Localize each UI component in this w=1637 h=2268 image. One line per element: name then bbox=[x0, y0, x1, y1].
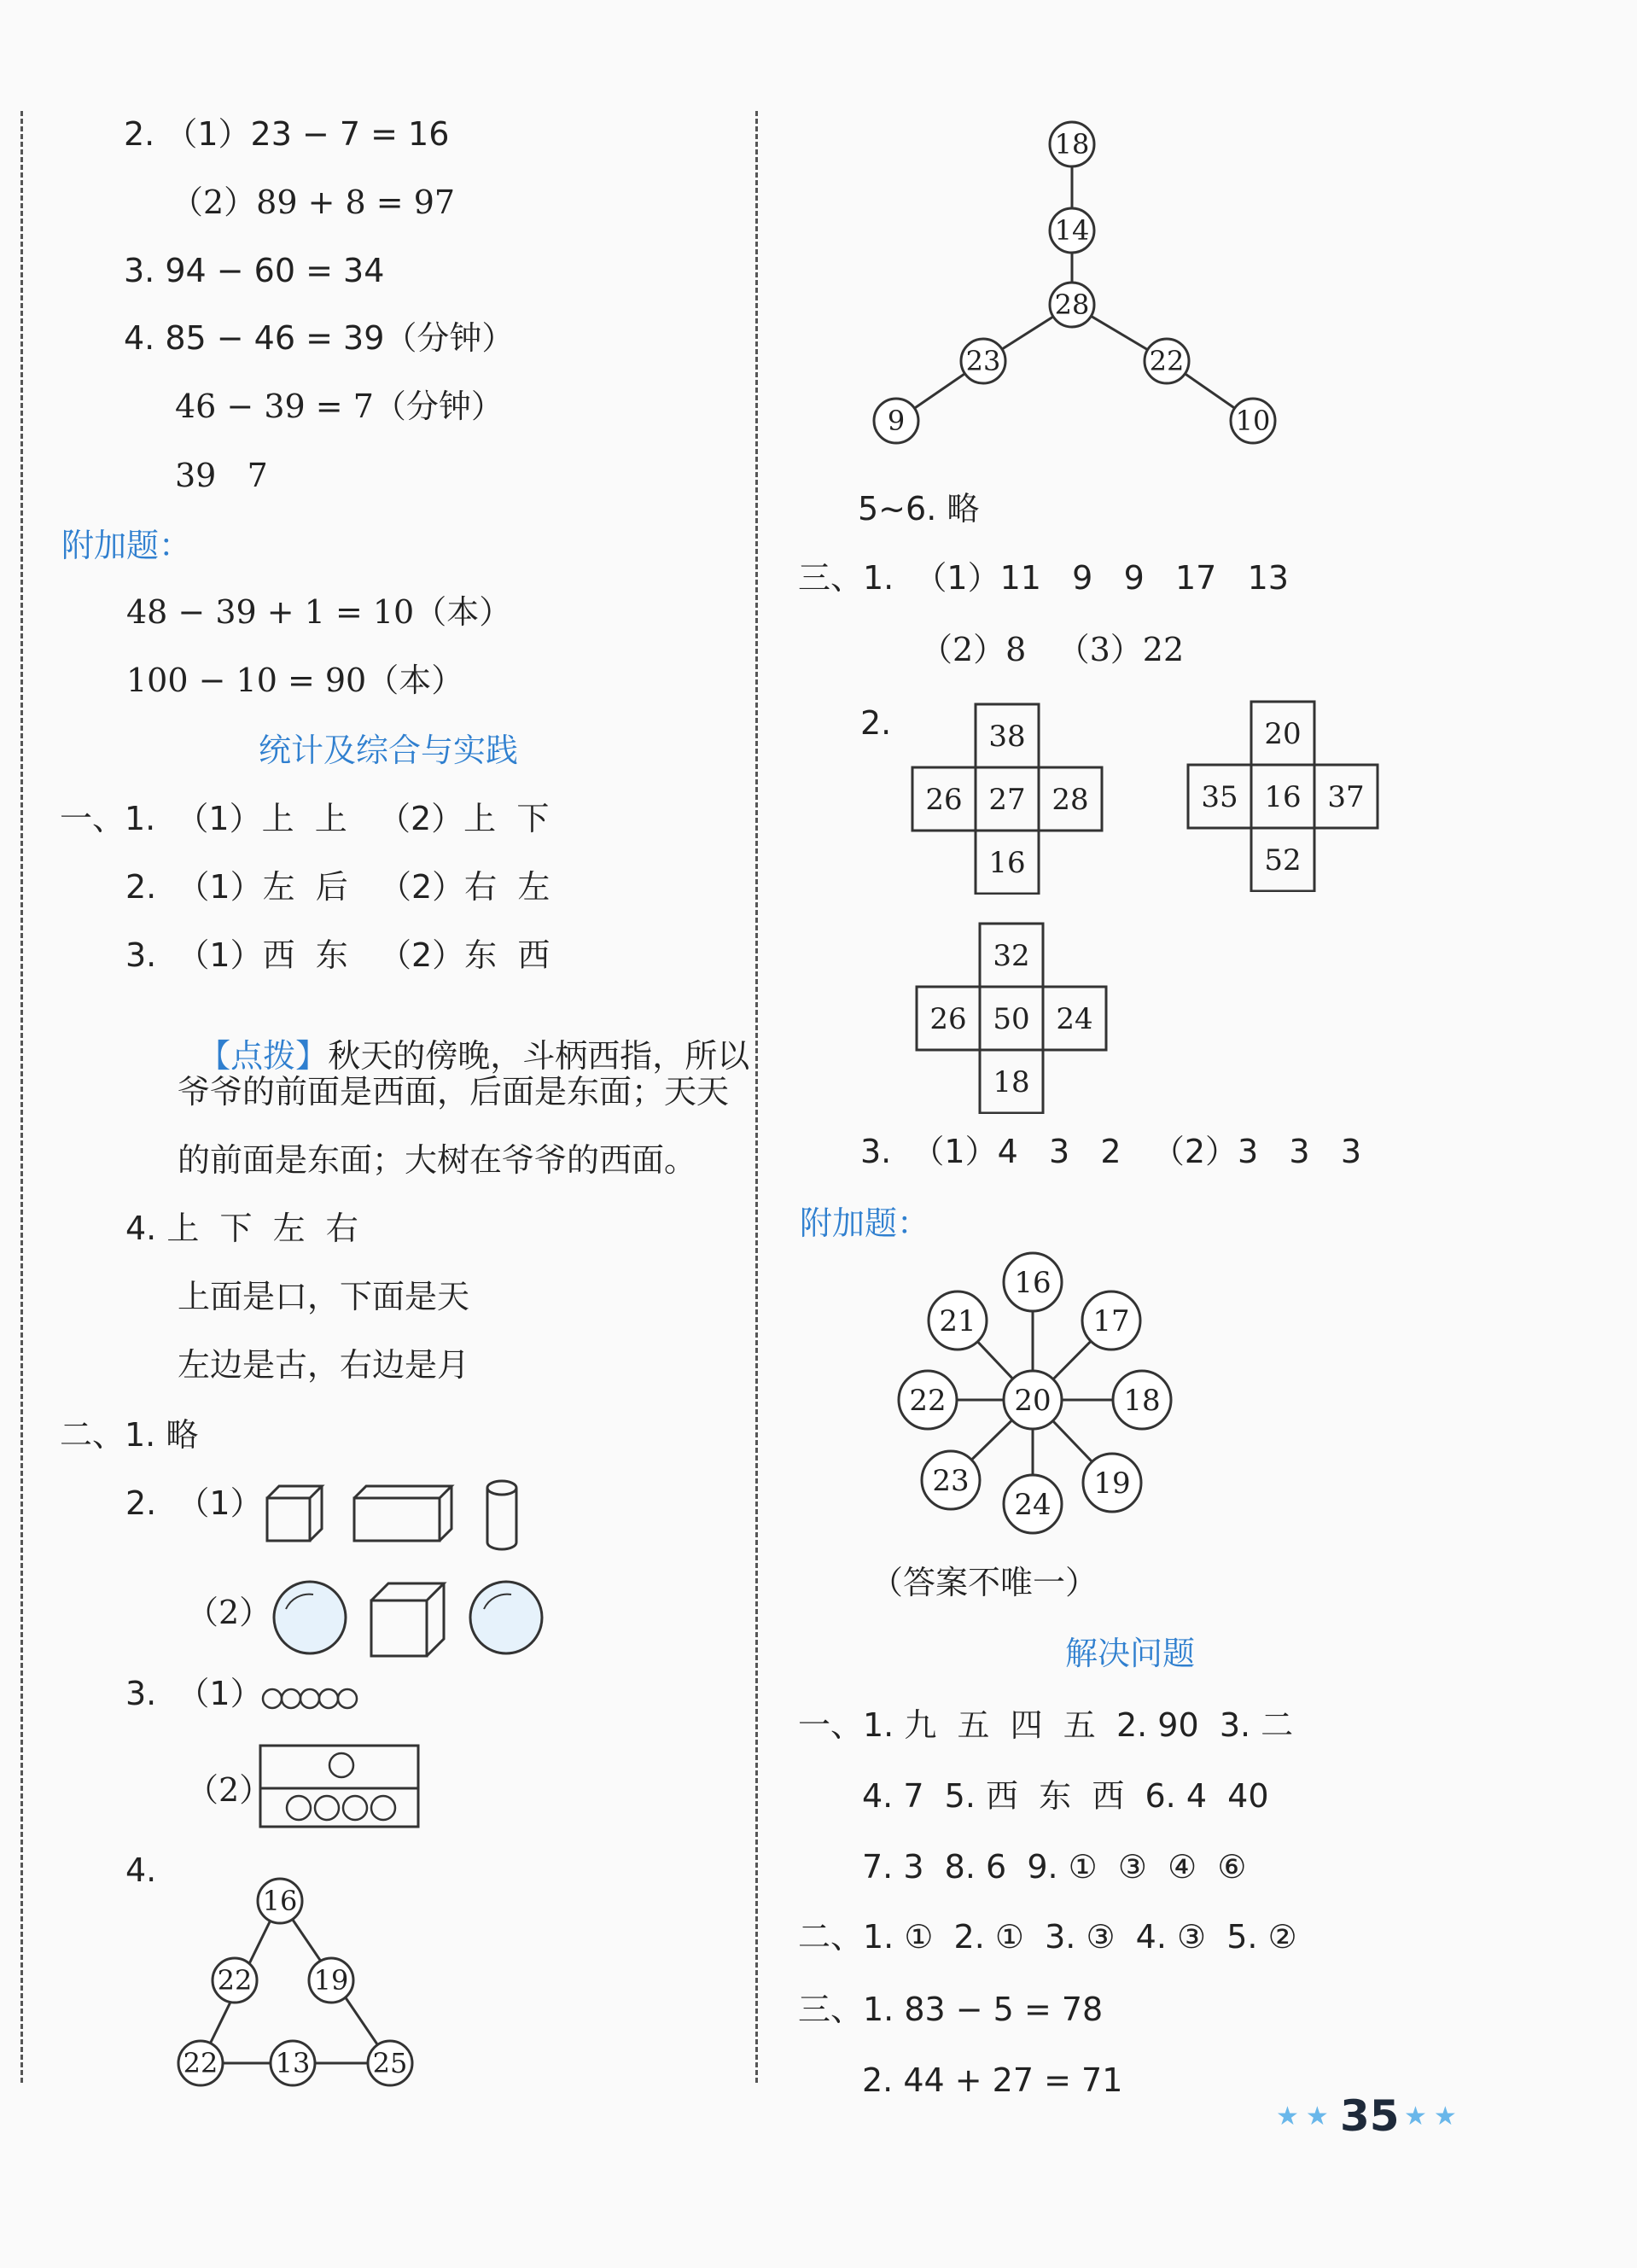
cross2-left: 35 bbox=[1201, 780, 1238, 814]
tri-node-bl: 22 bbox=[183, 2047, 218, 2079]
hint-label: 【点拨】 bbox=[198, 1037, 329, 1075]
star-node-top: 16 bbox=[1014, 1266, 1052, 1300]
solve-line-2: 4. 7 5. 西 东 西 6. 4 40 bbox=[862, 1777, 1269, 1815]
star-node-sw: 23 bbox=[932, 1464, 970, 1498]
answer-2-1: 2. （1）23 − 7 = 16 bbox=[124, 115, 450, 153]
hint-block bbox=[178, 1007, 750, 1075]
tree-node-7: 10 bbox=[1235, 405, 1271, 437]
solve-line-4: 二、1. ① 2. ① 3. ③ 4. ③ 5. ② bbox=[798, 1918, 1297, 1956]
bonus-label-left: 附加题： bbox=[61, 527, 192, 564]
circle-row-icon bbox=[260, 1682, 371, 1716]
tree-node-3: 28 bbox=[1054, 289, 1090, 321]
cross1-bottom: 16 bbox=[988, 846, 1026, 880]
s1-line-1: 一、1. （1）上 上 （2）上 下 bbox=[60, 800, 550, 837]
cross2-bottom: 52 bbox=[1264, 843, 1302, 877]
cross3-bottom: 18 bbox=[993, 1065, 1030, 1099]
star-node-e: 18 bbox=[1123, 1384, 1161, 1418]
answer-2-2: （2）89 + 8 = 97 bbox=[171, 184, 456, 221]
tree-node-1: 18 bbox=[1054, 128, 1090, 160]
s2-line-2: 2. （1） bbox=[125, 1484, 263, 1522]
sphere-icon bbox=[470, 1582, 542, 1653]
s1-line-5: 上面是口，下面是天 bbox=[178, 1278, 470, 1315]
cube-icon bbox=[267, 1486, 322, 1541]
solve-line-5: 三、1. 83 − 5 = 78 bbox=[798, 1991, 1104, 2028]
cube-icon bbox=[371, 1583, 444, 1656]
s3-line-3: 2. bbox=[860, 704, 892, 742]
answer-note: （答案不唯一） bbox=[871, 1564, 1098, 1601]
s1-line-2: 2. （1）左 后 （2）右 左 bbox=[125, 868, 551, 906]
star-node-w: 22 bbox=[909, 1384, 947, 1418]
cuboid-icon bbox=[354, 1486, 451, 1541]
tri-node-br: 25 bbox=[372, 2047, 408, 2079]
cross1-right: 28 bbox=[1052, 783, 1089, 817]
bonus-label-right: 附加题： bbox=[800, 1204, 930, 1242]
star-decoration-left: ★★ bbox=[1276, 2102, 1336, 2131]
s2-line-4: 3. （1） bbox=[125, 1675, 263, 1712]
tri-node-top: 16 bbox=[262, 1885, 298, 1917]
cross1-center: 27 bbox=[988, 783, 1026, 817]
answer-4-b: 46 − 39 = 7（分钟） bbox=[175, 388, 504, 425]
s3-line-4: 3. （1）4 3 2 （2）3 3 3 bbox=[860, 1133, 1362, 1170]
s3-line-1: 三、1. （1）11 9 9 17 13 bbox=[798, 559, 1289, 597]
triangle-diagram bbox=[166, 1865, 431, 2113]
s2-line-3: （2） bbox=[186, 1594, 272, 1631]
cross3-right: 24 bbox=[1056, 1002, 1093, 1036]
solid-shapes-row-1 bbox=[260, 1472, 542, 1558]
tree-diagram bbox=[862, 115, 1306, 452]
s1-line-6: 左边是古，右边是月 bbox=[178, 1346, 470, 1384]
box-circles-icon bbox=[256, 1741, 427, 1835]
hint-text-3: 的前面是东面；大树在爷爷的西面。 bbox=[178, 1141, 697, 1179]
cross2-top: 20 bbox=[1264, 717, 1302, 751]
bonus-line-1: 48 − 39 + 1 = 10（本） bbox=[126, 593, 512, 631]
s3-line-2: （2）8 （3）22 bbox=[920, 631, 1185, 668]
hint-text-2: 爷爷的前面是西面，后面是东面；天天 bbox=[178, 1073, 730, 1111]
cross-grid-1 bbox=[911, 703, 1107, 895]
tri-node-bm: 13 bbox=[275, 2047, 311, 2079]
tree-node-4: 23 bbox=[965, 345, 1001, 377]
star-node-nw: 21 bbox=[939, 1304, 976, 1338]
column-divider bbox=[755, 111, 758, 2083]
star-decoration-right: ★★ bbox=[1404, 2102, 1464, 2131]
cross1-left: 26 bbox=[925, 783, 963, 817]
s2-line-6: 4. bbox=[125, 1851, 157, 1889]
s2-line-1: 二、1. 略 bbox=[60, 1416, 199, 1454]
s1-line-4: 4. 上 下 左 右 bbox=[125, 1210, 358, 1247]
answer-5-6: 5~6. 略 bbox=[858, 490, 980, 528]
answer-3: 3. 94 − 60 = 34 bbox=[124, 252, 385, 289]
solve-line-1: 一、1. 九 五 四 五 2. 90 3. 二 bbox=[798, 1706, 1294, 1744]
sphere-icon bbox=[274, 1582, 346, 1653]
cylinder-icon bbox=[487, 1481, 516, 1549]
cross3-center: 50 bbox=[993, 1002, 1030, 1036]
solve-line-3: 7. 3 8. 6 9. ① ③ ④ ⑥ bbox=[862, 1848, 1247, 1886]
answer-4-c: 39 7 bbox=[175, 457, 268, 494]
tri-node-left: 22 bbox=[217, 1964, 253, 1997]
star-node-bottom: 24 bbox=[1014, 1488, 1052, 1522]
hint-text-1: 秋天的傍晚，斗柄西指，所以 bbox=[328, 1037, 750, 1075]
cross3-top: 32 bbox=[993, 939, 1030, 973]
tree-node-5: 22 bbox=[1149, 345, 1185, 377]
tree-node-6: 9 bbox=[887, 405, 906, 437]
tree-node-2: 14 bbox=[1054, 214, 1090, 247]
answer-4: 4. 85 − 46 = 39（分钟） bbox=[124, 319, 515, 357]
cross-grid-3 bbox=[915, 922, 1111, 1114]
s2-line-5: （2） bbox=[186, 1771, 272, 1809]
cross3-left: 26 bbox=[929, 1002, 967, 1036]
solid-shapes-row-2 bbox=[260, 1571, 551, 1665]
star-diagram bbox=[896, 1242, 1178, 1536]
page-number: 35 bbox=[1340, 2091, 1400, 2141]
left-margin-line bbox=[20, 111, 23, 2083]
s1-line-3: 3. （1）西 东 （2）东 西 bbox=[125, 936, 551, 974]
cross-grid-2 bbox=[1186, 700, 1383, 892]
cross1-top: 38 bbox=[988, 720, 1026, 754]
star-node-center: 20 bbox=[1014, 1384, 1052, 1418]
section-title-stats: 统计及综合与实践 bbox=[259, 732, 519, 769]
section-title-solve: 解决问题 bbox=[1065, 1635, 1196, 1672]
cross2-right: 37 bbox=[1327, 780, 1365, 814]
star-node-ne: 17 bbox=[1092, 1304, 1130, 1338]
star-node-se: 19 bbox=[1093, 1466, 1131, 1501]
cross2-center: 16 bbox=[1264, 780, 1302, 814]
bonus-line-2: 100 − 10 = 90（本） bbox=[126, 662, 464, 699]
solve-line-6: 2. 44 + 27 = 71 bbox=[862, 2061, 1123, 2099]
tri-node-right: 19 bbox=[313, 1964, 349, 1997]
